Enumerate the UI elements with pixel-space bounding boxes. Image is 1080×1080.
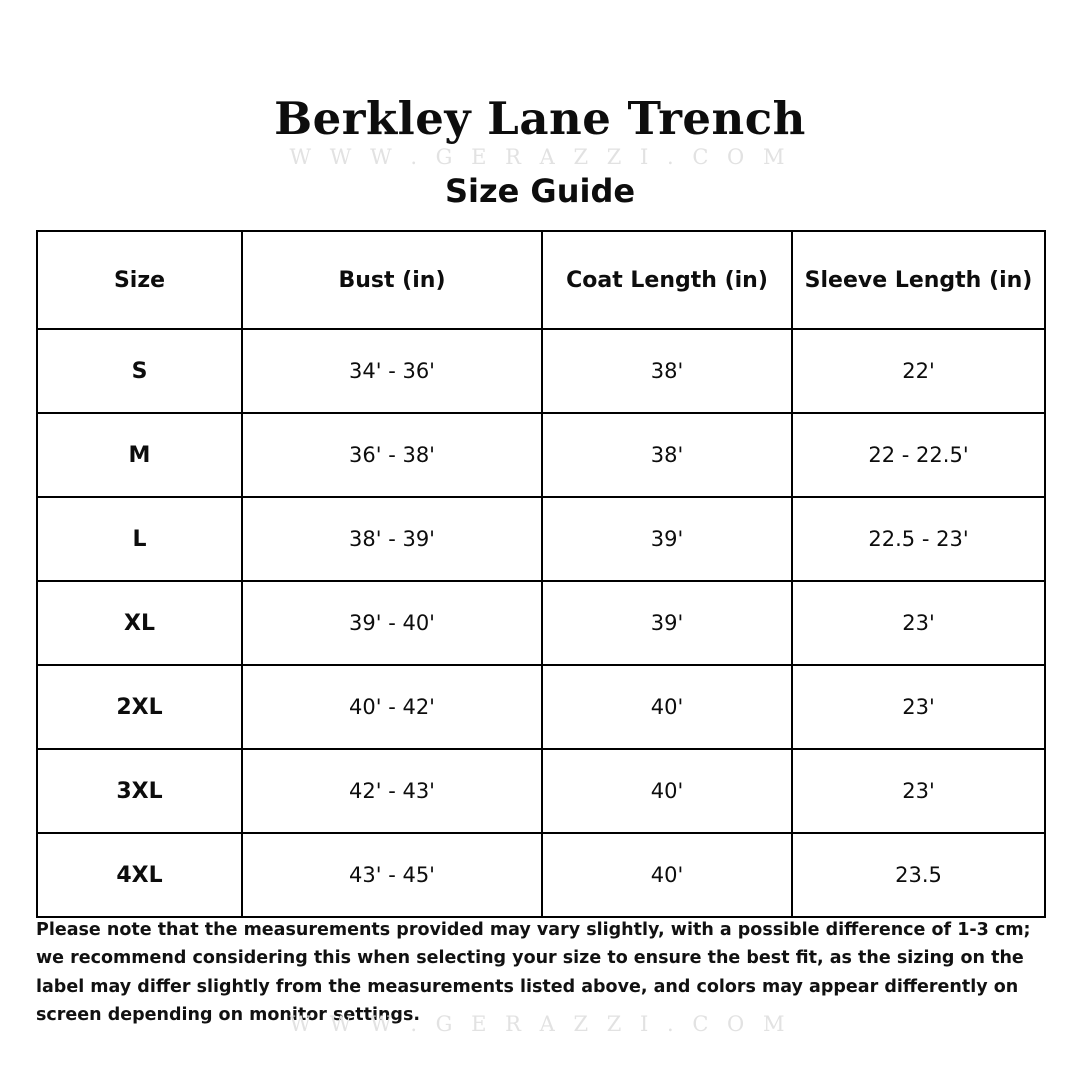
cell-size: S [37,329,242,413]
cell-coat-length: 40' [542,833,792,917]
table-row [37,497,1045,581]
cell-bust: 39' - 40' [242,581,542,665]
table-body [37,329,1045,917]
table-header [37,231,1045,329]
cell-coat-length: 38' [542,413,792,497]
table-row [37,749,1045,833]
cell-coat-length: 39' [542,497,792,581]
cell-coat-length: 40' [542,749,792,833]
cell-size: M [37,413,242,497]
cell-bust: 43' - 45' [242,833,542,917]
cell-coat-length: 38' [542,329,792,413]
cell-size: XL [37,581,242,665]
cell-sleeve-length: 23' [792,665,1045,749]
cell-sleeve-length: 22' [792,329,1045,413]
cell-bust: 40' - 42' [242,665,542,749]
page-subtitle: Size Guide [444,172,636,210]
cell-size: 3XL [37,749,242,833]
table-row [37,581,1045,665]
size-table [36,230,1046,918]
cell-sleeve-length: 22 - 22.5' [792,413,1045,497]
column-header-bust: Bust (in) [242,231,542,329]
cell-size: L [37,497,242,581]
watermark-top: W W W . G E R A Z Z I . C O M [289,145,791,169]
cell-bust: 42' - 43' [242,749,542,833]
page-title: Berkley Lane Trench [274,92,806,145]
cell-sleeve-length: 23' [792,749,1045,833]
table-row [37,665,1045,749]
table-header-row [37,231,1045,329]
size-table-wrapper [36,230,1044,918]
cell-coat-length: 40' [542,665,792,749]
cell-size: 4XL [37,833,242,917]
cell-bust: 38' - 39' [242,497,542,581]
column-header-size: Size [37,231,242,329]
column-header-sleeve-length: Sleeve Length (in) [792,231,1045,329]
cell-sleeve-length: 22.5 - 23' [792,497,1045,581]
table-row [37,833,1045,917]
cell-size: 2XL [37,665,242,749]
cell-coat-length: 39' [542,581,792,665]
column-header-coat-length: Coat Length (in) [542,231,792,329]
disclaimer-note: Please note that the measurements provided may vary slightly, with a possible difference of 1-3 cm; we recommend considering this when selecting your size to ensure the best fit, as the sizing on the label may differ slightly from the measurements listed above, and colors may appear differently on screen depending on monitor settings. [36,920,1031,1026]
watermark-bottom: W W W . G E R A Z Z I . C O M [289,1012,791,1036]
table-row [37,329,1045,413]
cell-bust: 36' - 38' [242,413,542,497]
cell-bust: 34' - 36' [242,329,542,413]
cell-sleeve-length: 23' [792,581,1045,665]
table-row [37,413,1045,497]
cell-sleeve-length: 23.5 [792,833,1045,917]
